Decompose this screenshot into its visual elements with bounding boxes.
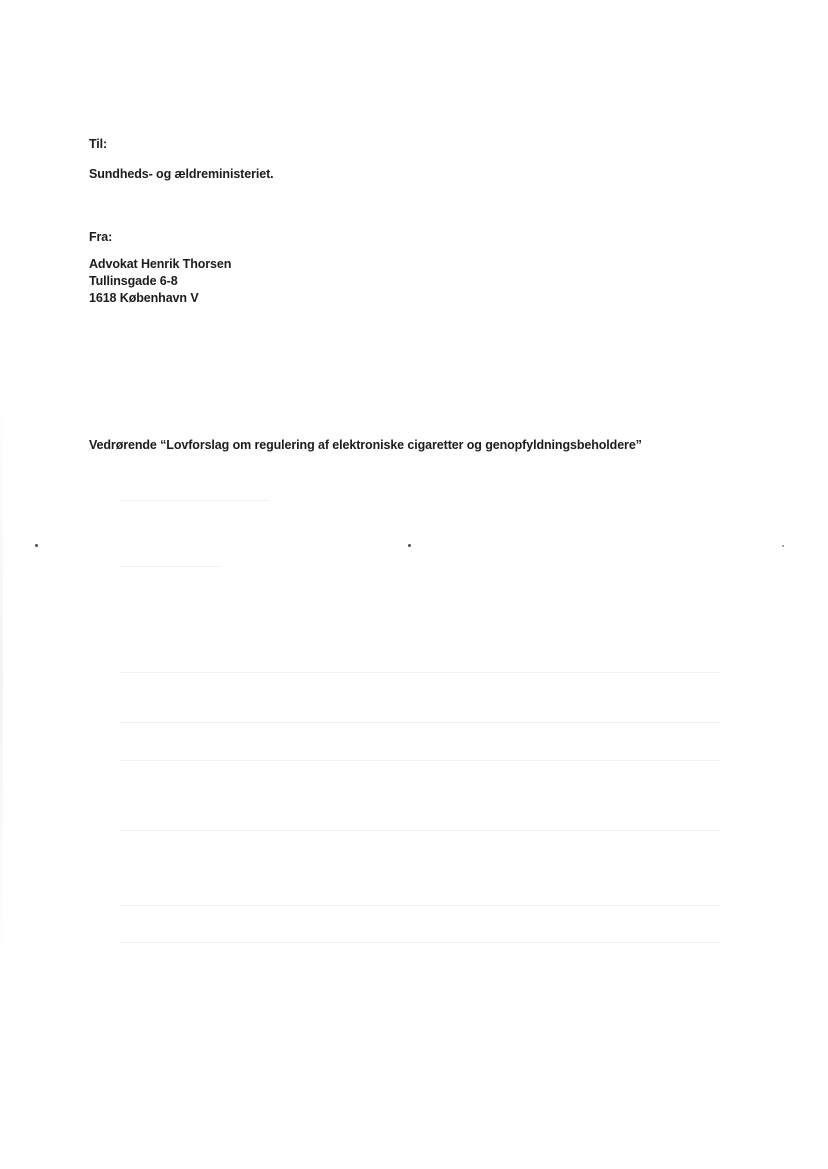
- scan-edge-shadow: [0, 380, 3, 980]
- from-label: Fra:: [89, 230, 113, 244]
- sender-street: Tullinsgade 6-8: [89, 274, 178, 288]
- recipient-name: Sundheds- og ældreministeriet.: [89, 167, 274, 181]
- scan-speck: [408, 544, 411, 547]
- bleed-through-line: [120, 905, 720, 906]
- bleed-through-line: [120, 942, 720, 943]
- bleed-through-line: [120, 760, 720, 761]
- bleed-through-line: [120, 672, 720, 673]
- bleed-through-line: [120, 566, 220, 567]
- bleed-through-line: [120, 830, 720, 831]
- to-label: Til:: [89, 137, 108, 151]
- scan-speck: [782, 545, 784, 547]
- sender-city: 1618 København V: [89, 291, 199, 305]
- scan-speck: [35, 544, 38, 547]
- bleed-through-line: [120, 500, 270, 501]
- sender-address-block: [89, 256, 231, 307]
- sender-name: Advokat Henrik Thorsen: [89, 257, 232, 271]
- bleed-through-line: [120, 722, 720, 723]
- subject-line: Vedrørende “Lovforslag om regulering af elektroniske cigaretter og genopfyldningsbeholdere”: [89, 438, 642, 452]
